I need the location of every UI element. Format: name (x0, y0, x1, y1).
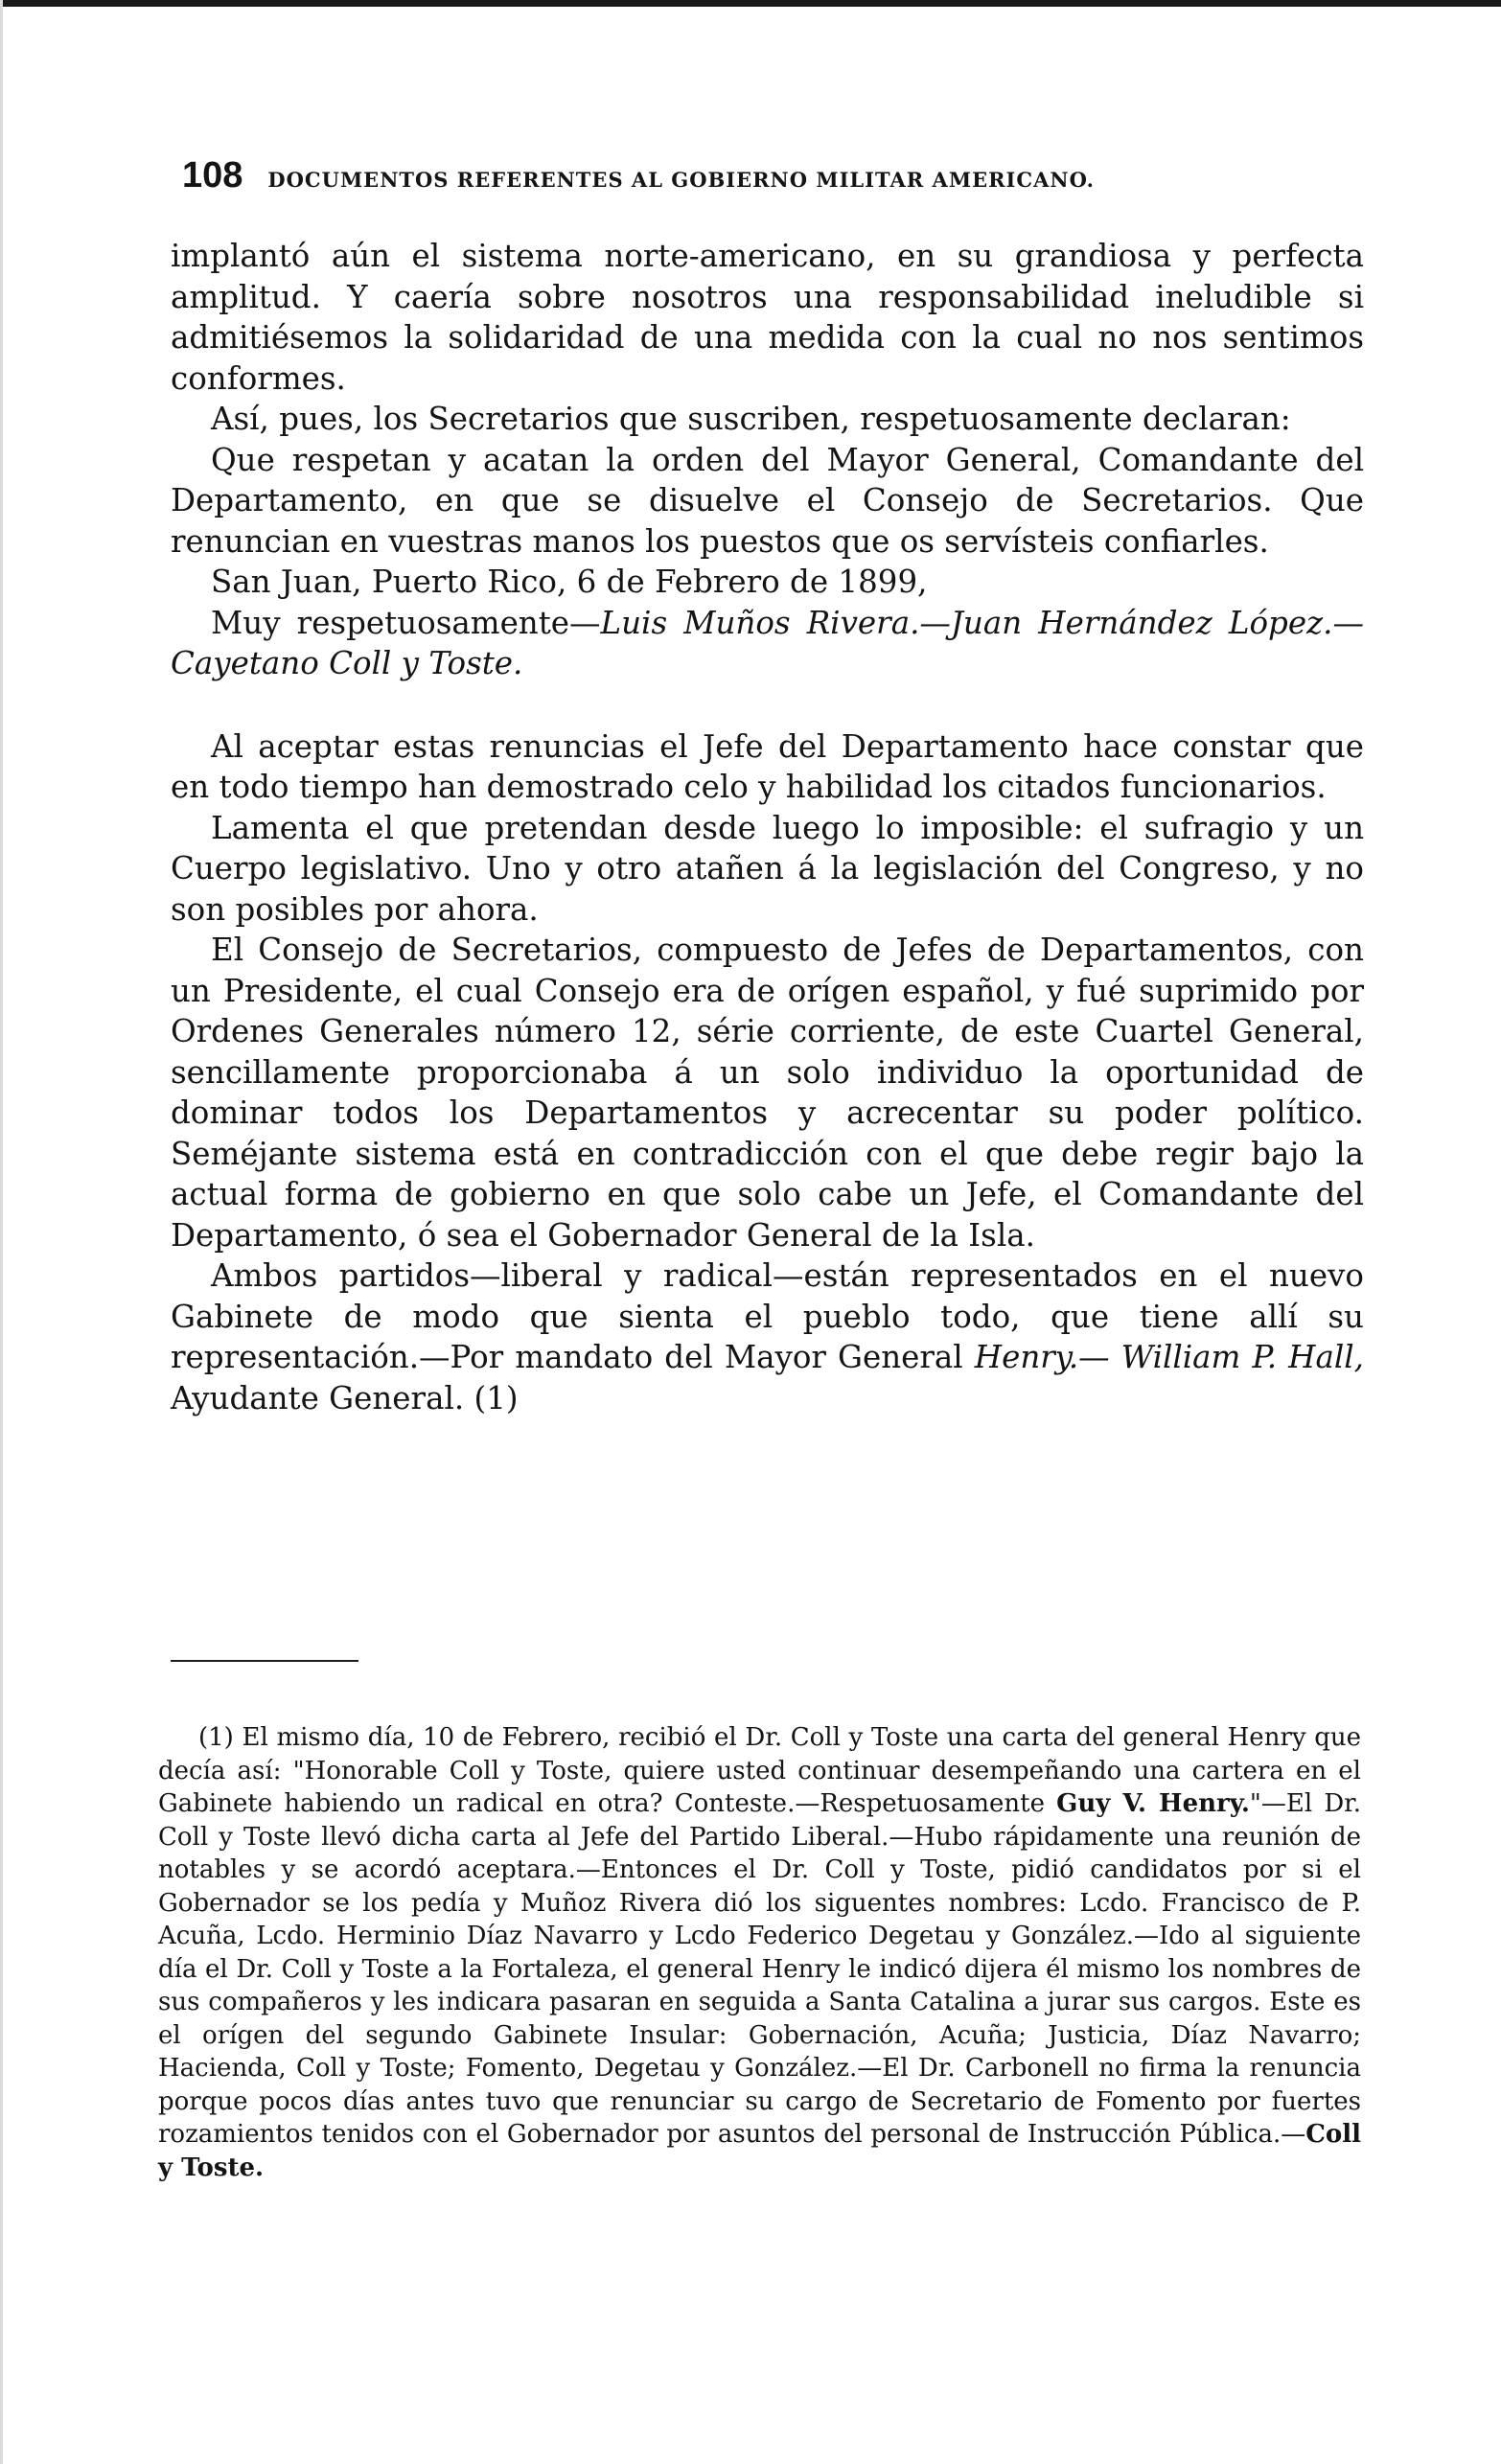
signature-line (171, 603, 1364, 684)
footnote-part: "—El Dr. Coll y Toste llevó dicha carta al Jefe del Partido Liberal.—Hubo rápidamente una reunión de notables y se acordó aceptara.—Entonces el Dr. Coll y Toste, pidió candidatos por si el Gobernador se los pedía y Muñoz Rivera dió los siguentes nombres: Lcdo. Francisco de P. Acuña, Lcdo. Herminio Díaz Navarro y Lcdo Federico Degetau y González.—Ido al siguiente día el Dr. Coll y Toste a la Fortaleza, el general Henry le indicó dijera él mismo los nombres de sus compañeros y les indicara pasaran en seguida a Santa Catalina a jurar sus cargos. Este es el orígen del segundo Gabinete Insular: Gobernación, Acuña; Justicia, Díaz Navarro; Hacienda, Coll y Toste; Fomento, Degetau y González.—El Dr. Carbonell no firma la renuncia porque pocos días antes tuvo que renunciar su cargo de Secretario de Fomento por fuertes rozamientos tenidos con el Gobernador por asuntos del personal de Instrucción Pública.— (158, 1789, 1362, 2149)
footnote-part: (1) El mismo día, 10 de Febrero, recibió el Dr. Coll y Toste una carta del general Henry que decía así: "Honorable Coll y Toste, quiere usted continuar desempeñando una cartera en el Gabinete habiendo un radical en otra? Conteste.—Respetuosamente (158, 1723, 1361, 1818)
footnote (158, 1721, 1361, 2184)
footnote-rule (171, 1660, 358, 1662)
page-number: 108 (182, 155, 243, 196)
signatory-names: Luis Muños Rivera.—Juan Hernández López.—Cayetano Coll y Toste. (171, 604, 1364, 681)
paragraph-tail: Ayudante General. (1) (171, 1379, 519, 1416)
paragraph: Así, pues, los Secretarios que suscriben, respetuosamente declaran: (211, 401, 1291, 437)
signature-lead: Muy respetuosamente— (211, 604, 601, 641)
section-gap (171, 684, 1364, 726)
left-margin-shadow (0, 0, 3, 2464)
signatory-names: Henry.— William P. Hall, (974, 1339, 1364, 1375)
paragraph: Lamenta el que pretendan desde luego lo imposible: el sufragio y un Cuerpo legislativo. Uno y otro atañen á la legislación del Congreso, y no son posibles por ahora. (171, 809, 1364, 928)
paragraph-text: Ambos partidos—liberal y radical—están representados en el nuevo Gabinete de modo que sienta el pueblo todo, que tiene allí su representación.—Por mandato del Mayor General (171, 1257, 1364, 1375)
paragraph: Al aceptar estas renuncias el Jefe del Departamento hace constar que en todo tiempo han demostrado celo y habilidad los citados funcionarios. (171, 727, 1364, 805)
footnote-bold-name: Coll y Toste. (158, 2120, 1361, 2182)
main-text (171, 236, 1364, 1418)
date-line: San Juan, Puerto Rico, 6 de Febrero de 1899, (211, 564, 928, 600)
page-header (182, 155, 1361, 196)
paragraph: El Consejo de Secretarios, compuesto de Jefes de Departamentos, con un Presidente, el cual Consejo era de orígen español, y fué suprimido por Ordenes Generales número 12, série corriente, de este Cuartel General, sencillamente proporcionaba á un solo individuo la oportunidad de dominar todos los Departamentos y acrecentar su poder político. Seméjante sistema está en contradicción con el que debe regir bajo la actual forma de gobierno en que solo cabe un Jefe, el Comandante del Departamento, ó sea el Gobernador General de la Isla. (171, 932, 1364, 1254)
paragraph (171, 1255, 1364, 1418)
paragraph: Que respetan y acatan la orden del Mayor General, Comandante del Departamento, en que se disuelve el Consejo de Secretarios. Que renuncian en vuestras manos los puestos que os servísteis confiarles. (171, 441, 1364, 560)
footnote-text (158, 1721, 1361, 2184)
paragraph: implantó aún el sistema norte-americano, en su grandiosa y perfecta amplitud. Y caería sobre nosotros una responsabilidad ineludible si admitiésemos la solidaridad de una medida con la cual no nos sentimos conformes. (171, 238, 1364, 397)
running-title: DOCUMENTOS REFERENTES AL GOBIERNO MILITAR AMERICANO. (267, 168, 1095, 192)
top-border (0, 0, 1501, 7)
footnote-bold-name: Guy V. Henry. (1056, 1789, 1250, 1818)
